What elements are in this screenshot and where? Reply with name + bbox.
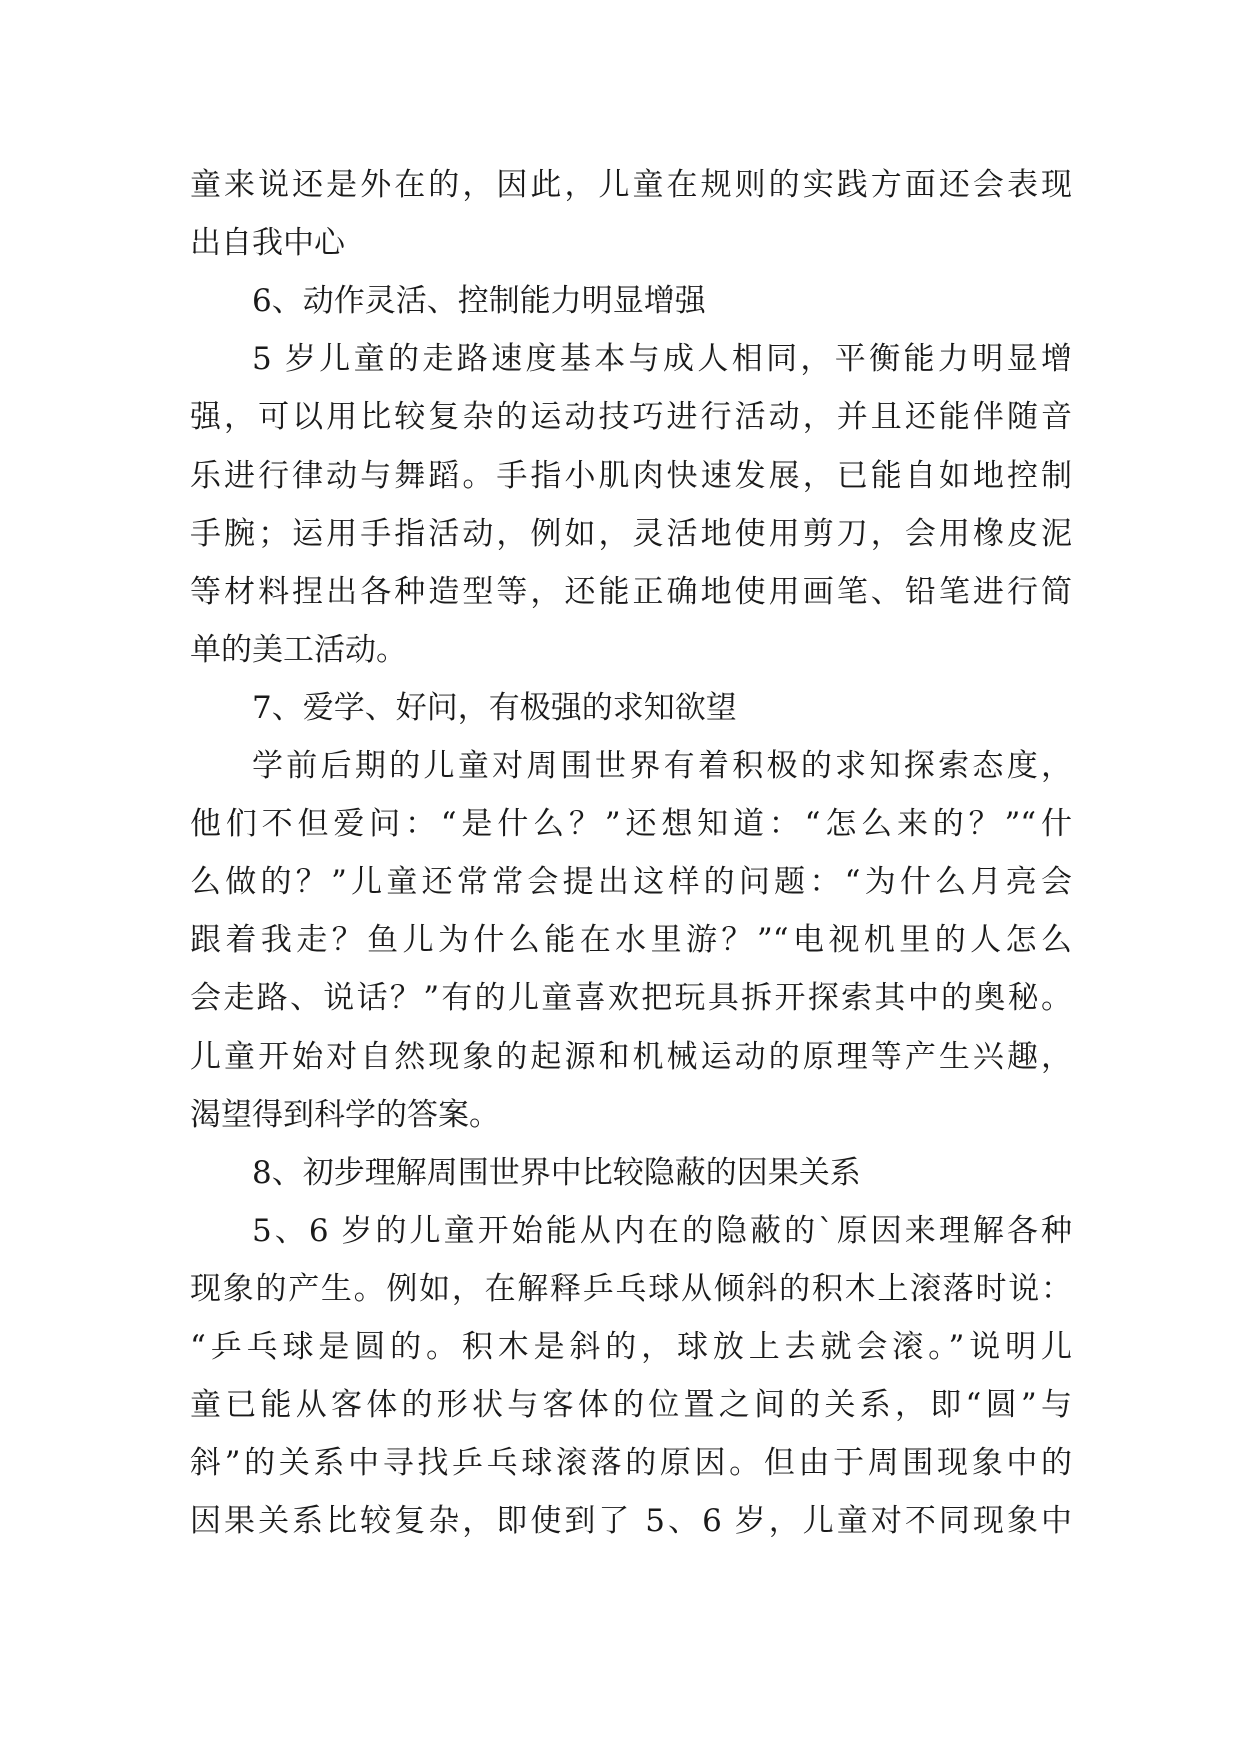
text-line: 8、初步理解周围世界中比较隐蔽的因果关系: [252, 1154, 861, 1191]
text-line: 现象的产生。例如，在解释乒乓球从倾斜的积木上滚落时说：: [190, 1270, 1072, 1307]
text-line: 他们不但爱问：“是什么？”还想知道：“怎么来的？”“什: [190, 806, 1072, 843]
text-line: 渴望得到科学的答案。: [190, 1096, 500, 1133]
text-line: 跟着我走？鱼儿为什么能在水里游？”“电视机里的人怎么: [190, 922, 1072, 959]
text-line: 乐进行律动与舞蹈。手指小肌肉快速发展，已能自如地控制: [190, 457, 1072, 494]
text-line: 单的美工活动。: [190, 631, 407, 668]
text-line: 童已能从客体的形状与客体的位置之间的关系，即“圆”与: [190, 1387, 1072, 1424]
text-line: 手腕；运用手指活动，例如，灵活地使用剪刀，会用橡皮泥: [190, 515, 1072, 552]
text-line: 5 岁儿童的走路速度基本与成人相同，平衡能力明显增: [252, 341, 1072, 378]
text-line: 出自我中心: [190, 225, 345, 262]
text-line: 7、爱学、好问，有极强的求知欲望: [252, 689, 737, 726]
text-line: “乒乓球是圆的。积木是斜的，球放上去就会滚。”说明儿: [190, 1329, 1072, 1365]
text-line: 么做的？”儿童还常常会提出这样的问题：“为什么月亮会: [190, 864, 1072, 901]
text-line: 强，可以用比较复杂的运动技巧进行活动，并且还能伴随音: [190, 399, 1072, 436]
text-line: 等材料捏出各种造型等，还能正确地使用画笔、铅笔进行简: [190, 573, 1072, 610]
text-line: 会走路、说话？”有的儿童喜欢把玩具拆开探索其中的奥秘。: [190, 980, 1072, 1017]
text-line: 斜”的关系中寻找乒乓球滚落的原因。但由于周围现象中的: [190, 1445, 1072, 1482]
text-line: 儿童开始对自然现象的起源和机械运动的原理等产生兴趣，: [190, 1038, 1072, 1075]
text-line: 因果关系比较复杂，即使到了 5、6 岁，儿童对不同现象中: [190, 1503, 1072, 1540]
text-line: 学前后期的儿童对周围世界有着积极的求知探索态度，: [252, 748, 1072, 784]
text-line: 6、动作灵活、控制能力明显增强: [252, 283, 706, 320]
text-line: 童来说还是外在的，因此，儿童在规则的实践方面还会表现: [190, 167, 1072, 203]
text-line: 5、6 岁的儿童开始能从内在的隐蔽的`原因来理解各种: [252, 1212, 1072, 1249]
